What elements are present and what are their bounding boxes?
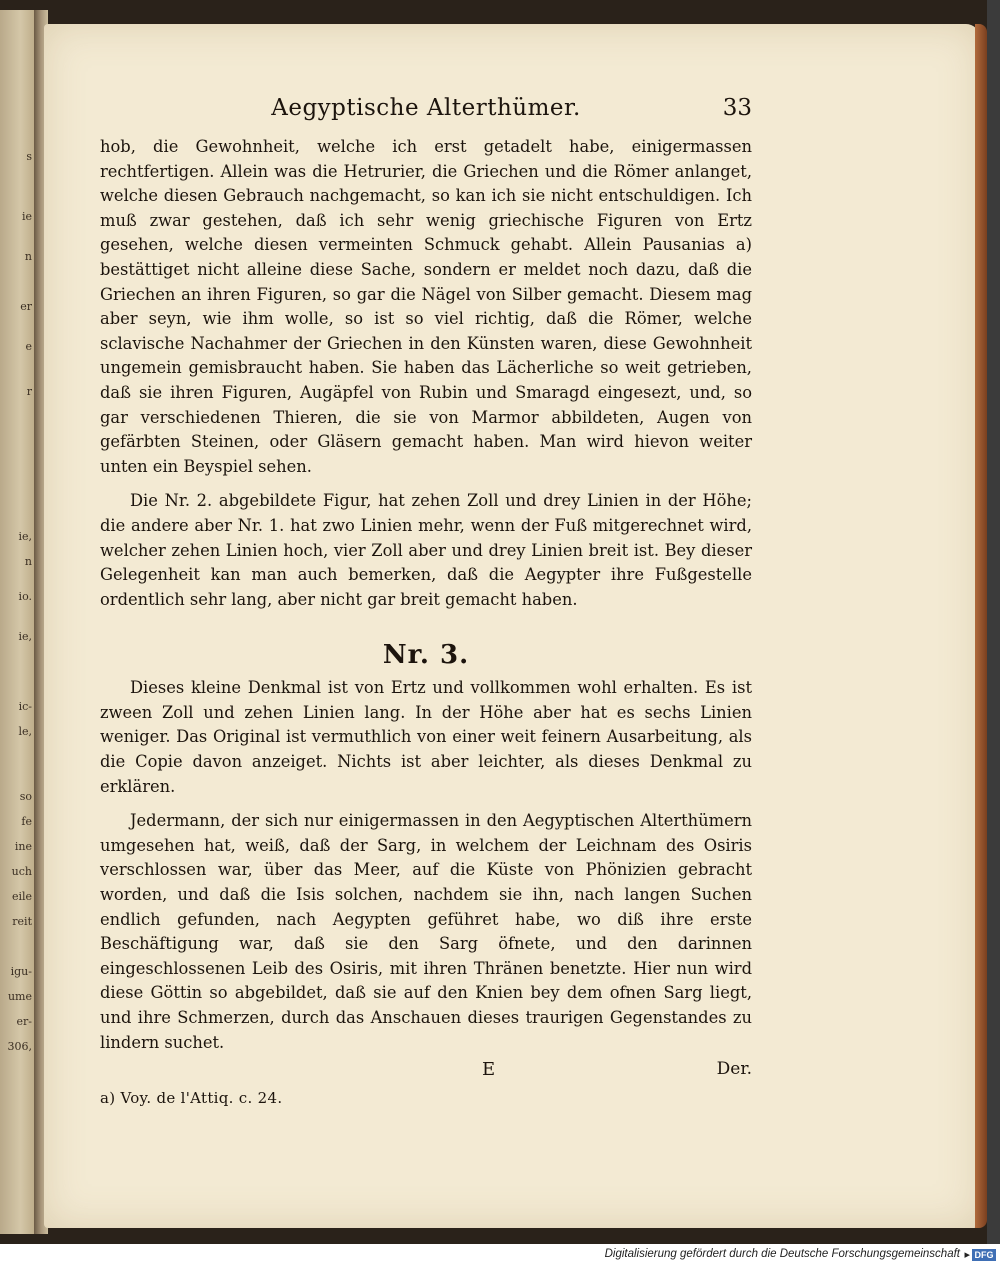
fragment: er- [16, 1015, 32, 1028]
footer-bar [0, 1244, 1000, 1266]
fragment: eile [11, 890, 32, 903]
section-heading: Nr. 3. [382, 640, 470, 671]
fragment: e [25, 340, 32, 353]
fragment: n [24, 555, 32, 568]
fragment: ume [7, 990, 32, 1003]
adjacent-page-fragments [0, 10, 34, 1234]
fragment: n [24, 250, 32, 263]
fragment: ie [21, 210, 32, 223]
paragraph: hob, die Gewohnheit, welche ich erst getadelt habe, einigermassen rechtfertigen. Allein was die Hetrurier, die Griechen und die Römer anlanget, welche diesen Gebrauch nachgemacht, so kan ich sie nicht entschuldigen. Ich muß zwar gestehen, daß ich sehr wenig griechische Figuren von Ertz gesehen, welche diesen vermeinten Schmuck gehabt. Allein Pausanias a) bestättiget nicht alleine diese Sache, sondern er meldet noch dazu, daß die Griechen an ihren Figuren, so gar die Nägel von Silber gemacht. Diesem mag aber seyn, wie ihm wolle, so ist so viel richtig, daß die Römer, welche sclavische Nachahmer der Griechen in den Künsten waren, diese Gewohnheit ungemein gemisbraucht haben. Sie haben das Lächerliche so weit getrieben, daß sie ihren Figuren, Augäpfel von Rubin und Smaragd eingesezt, und, so gar verschiedenen Thieren, die sie von Marmor abbildeten, Augen von gefärbten Steinen, oder Gläsern gemacht haben. Man wird hievon weiter unten ein Beyspiel sehen. [100, 137, 752, 476]
running-title: Aegyptische Alterthümer. [271, 95, 581, 121]
paragraph: Jedermann, der sich nur einigermassen in den Aegyptischen Alterthümern umgesehen hat, weiß, daß der Sarg, in welchem der Leichnam des Osiris verschlossen war, über das Meer, auf die Küste von Phönizien gebracht worden, und daß die Isis solchen, nachdem sie ihn, nach langen Suchen endlich gefunden, nach Aegypten geführet habe, wo diß ihre erste Beschäftigung war, daß sie den Sarg öfnete, und den darinnen eingeschlossenen Leib des Osiris, mit ihren Thränen benetzte. Hier nun wird diese Göttin so abgebildet, daß sie auf den Knien bey dem ofnen Sarg liegt, und ihre Schmerzen, durch das Anschauen dieses traurigen Gegenstandes zu lindern suchet. [100, 811, 752, 1052]
fragment: s [26, 150, 32, 163]
catchword: Der. [716, 1059, 752, 1080]
fragment: le, [18, 725, 32, 738]
fragment: uch [11, 865, 32, 878]
fragment: ie, [18, 630, 32, 643]
fragment: fe [21, 815, 32, 828]
paragraph: Dieses kleine Denkmal ist von Ertz und vollkommen wohl erhalten. Es ist zween Zoll und zehen Linien lang. In der Höhe aber hat es sechs Linien weniger. Das Original ist vermuthlich von einer weit feinern Ausarbeitung, als die Copie davon anzeiget. Nichts ist aber leichter, als dieses Denkmal zu erklären. [100, 678, 752, 796]
fragment: ine [14, 840, 32, 853]
fragment: so [19, 790, 32, 803]
footnote: a) Voy. de l'Attiq. c. 24. [100, 1089, 283, 1108]
page-edge [975, 24, 987, 1228]
fragment: er [20, 300, 32, 313]
fragment: io. [18, 590, 32, 603]
fragment: reit [12, 915, 32, 928]
scan-border [987, 0, 1000, 1244]
fragment: igu- [10, 965, 32, 978]
signature-row [100, 1059, 752, 1085]
dfg-logo-icon: DFG [972, 1249, 996, 1261]
paragraph: Die Nr. 2. abgebildete Figur, hat zehen Zoll und drey Linien in der Höhe; die andere aber Nr. 1. hat zwo Linien mehr, wenn der Fuß mitgerechnet wird, welcher zehen Linien hoch, vier Zoll aber und drey Linien breit ist. Bey dieser Gelegenheit kan man auch bemerken, daß die Aegypter ihre Fußgestelle ordentlich sehr lang, aber nicht gar breit gemacht haben. [100, 491, 752, 609]
fragment: ic- [18, 700, 32, 713]
signature-mark: E [482, 1059, 496, 1081]
fragment: 306, [7, 1040, 32, 1053]
page-number: 33 [722, 95, 752, 121]
page-content [100, 95, 752, 1107]
adjacent-page-edge [0, 10, 34, 1234]
fragment: r [26, 385, 32, 398]
arrow-icon: ▸ [964, 1249, 970, 1261]
fragment: ie, [18, 530, 32, 543]
page-header [100, 95, 752, 135]
funding-credit: Digitalisierung gefördert durch die Deutsche Forschungsgemeinschaft [604, 1248, 960, 1260]
